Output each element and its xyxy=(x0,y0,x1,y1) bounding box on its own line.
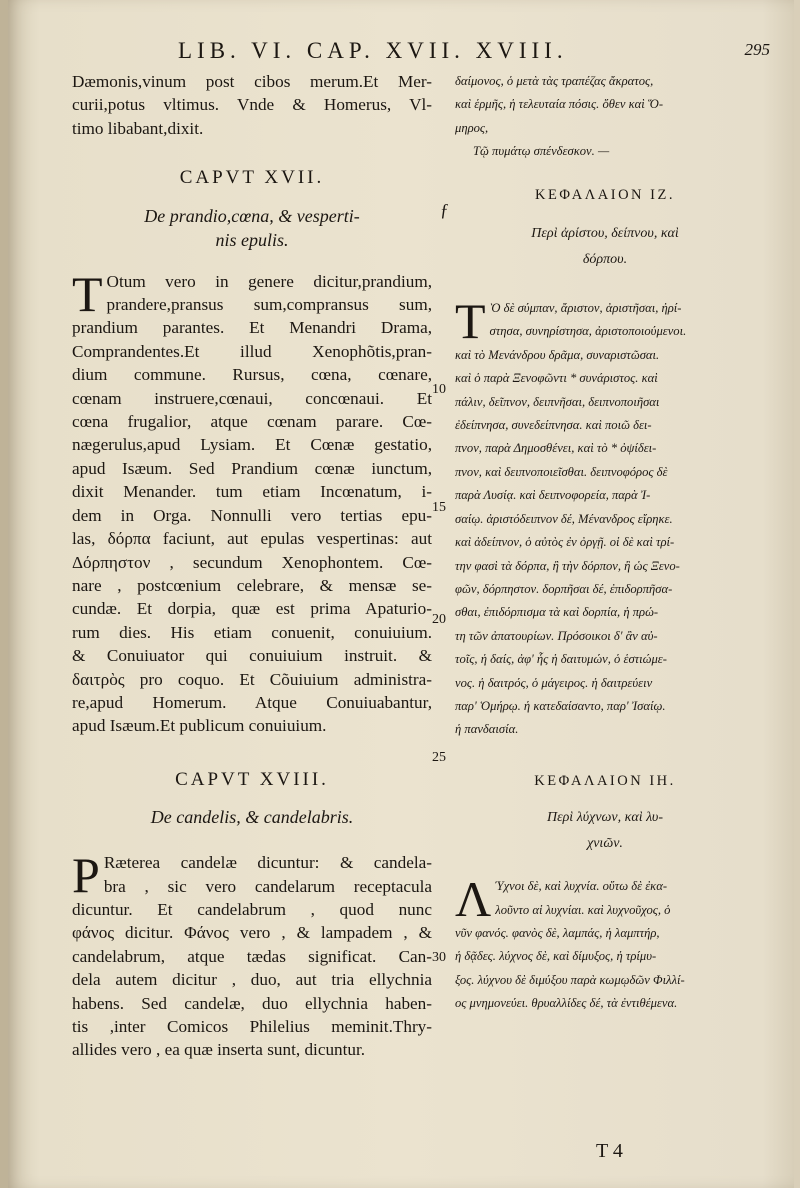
latin-intro-line: curii,potus vltimus. Vnde & Homerus, Vl- xyxy=(72,95,432,115)
body-line: bra , sic vero candelarum receptacula xyxy=(103,876,432,896)
body-line: Comprandentes.Et illud Xenophõtis,pran- xyxy=(72,341,432,361)
body-line: prandium parantes. Et Menandri Drama, xyxy=(72,318,432,338)
body-line: Ὸ δὲ σύμπαν, ἄριστον, ἀριστῆσαι, ἠρί- xyxy=(489,301,682,316)
greek-chapter-17-caption: ΚΕΦΑΛΑΙΟΝ ΙΖ. xyxy=(535,186,675,203)
margin-line-number: 30 xyxy=(432,950,446,965)
latin-intro-line: Dæmonis,vinum post cibos merum.Et Mer- xyxy=(72,72,432,91)
margin-line-number: 15 xyxy=(432,500,446,515)
body-line: dem in Orga. Nonnulli vero tertias epu- xyxy=(72,505,432,525)
body-line: ἐδείπνησα, συνεδείπνησα. καὶ ποιῶ δει- xyxy=(455,418,652,433)
body-line: tis ,inter Comicos Philelius meminit.Thry- xyxy=(72,1017,432,1036)
body-line: σαίῳ. ἀριστόδειπνον δέ, Μένανδρος εἴρηκε. xyxy=(455,511,673,526)
body-line: nægerulus,apud Lysiam. Et Cœnæ gestatio, xyxy=(72,435,432,455)
body-line: cœnam instruere,cœnaui, concœnaui. Et xyxy=(72,388,432,408)
greek-intro-line: Τῷ πυμάτῳ σπένδεσκον. — xyxy=(473,144,610,159)
body-line: νος. ἡ δαιτρός, ὁ μάγειρος. ἡ δαιτρεύειν xyxy=(455,675,653,690)
chapter-18-caption: CAPVT XVIII. xyxy=(175,768,329,790)
body-line: rum dies. His etiam conuenit, conuiuium. xyxy=(72,622,432,642)
body-line: ἡ δᾷδες. λύχνος δὲ, καὶ δίμυξος, ἡ τρίμυ- xyxy=(455,949,657,964)
greek-chapter-18-caption: ΚΕΦΑΛΑΙΟΝ ΙΗ. xyxy=(534,772,676,789)
body-line: πνον, παρὰ Δημοσθένει, καὶ τὸ * ὀψίδει- xyxy=(455,441,657,456)
chapter-17-subtitle-2: nis epulis. xyxy=(215,229,289,250)
chapter-17-subtitle-1: De prandio,cœna, & vesperti- xyxy=(144,205,360,226)
body-line: apud Isæum. Sed Prandium cœnæ iunctum, xyxy=(72,458,432,478)
body-line: las, δόρπα faciunt, aut epulas vespertinas: aut xyxy=(72,529,432,549)
body-line: candelabrum, atque tædas significat. Can- xyxy=(72,946,432,966)
body-line: cundæ. Et dorpia, quæ est prima Apaturio- xyxy=(72,599,432,619)
body-line: στησα, συνηρίστησα, ἀριστοποιούμενοι. xyxy=(489,324,687,339)
body-line: καὶ ὁ παρὰ Ξενοφῶντι * συνάριστος. καὶ xyxy=(455,371,658,386)
greek-chapter-18-subtitle-1: Περὶ λύχνων, καὶ λυ- xyxy=(546,810,664,826)
body-line: ξος. λύχνου δὲ διμύξου παρὰ κωμῳδῶν Φιλλί- xyxy=(455,972,685,987)
greek-chapter-17-subtitle-2: δόρπου. xyxy=(582,252,628,268)
greek-intro-line: καὶ ἑρμῆς, ἡ τελευταία πόσις. ὅθεν καὶ Ὅ- xyxy=(455,97,664,112)
body-line: τη τῶν ἀπατουρίων. Πρόσοικοι δ' ἂν αὐ- xyxy=(455,628,658,643)
book-spine-shadow xyxy=(0,0,8,1188)
body-line: δαιτρὸς pro coquo. Et Cõuiuium administra- xyxy=(72,669,432,689)
body-line: Ræterea candelæ dicuntur: & candela- xyxy=(103,853,432,873)
body-line: cœna frugalior, atque cœnam parare. Cœ- xyxy=(72,412,432,432)
greek-chapter-18-body xyxy=(455,871,755,1015)
chapter-18-body xyxy=(72,847,432,1062)
body-line: apud Isæum.Et publicum conuiuium. xyxy=(72,716,327,736)
body-line: πνον, καὶ δειπνοποιεῖσθαι. δειπνοφόρος δὲ xyxy=(455,464,668,479)
body-line: νῦν φανός. φανὸς δὲ, λαμπάς, ἡ λαμπτήρ, xyxy=(455,925,660,940)
greek-chapter-18-subtitle-2: χνιῶν. xyxy=(587,836,623,852)
body-line: καὶ τὸ Μενάνδρου δρᾶμα, συναριστῶσαι. xyxy=(455,347,660,362)
margin-line-number: 25 xyxy=(432,750,446,765)
body-line: prandere,pransus sum,compransus sum, xyxy=(106,295,432,315)
greek-chapter-17-body xyxy=(455,293,755,742)
drop-cap-initial: Τ xyxy=(455,293,486,350)
body-line: dixit Menander. tum etiam Incœnatum, i- xyxy=(72,482,432,502)
body-line: dicuntur. Et candelabrum , quod nunc xyxy=(72,899,432,919)
body-line: φῶν, δόρπηστον. δορπῆσαι δέ, ἐπιδορπῆσα- xyxy=(455,581,673,596)
body-line: σθαι, ἐπιδόρπισμα τὰ καὶ δορπία, ἡ πρώ- xyxy=(455,605,659,620)
drop-cap-initial: P xyxy=(72,847,100,904)
body-line: allides vero , ea quæ inserta sunt, dicuntur. xyxy=(72,1040,366,1060)
chapter-18-subtitle: De candelis, & candelabris. xyxy=(150,807,354,828)
body-line: παρὰ Λυσίᾳ. καὶ δειπνοφορεία, παρὰ Ἰ- xyxy=(455,488,651,503)
margin-mark: ƒ xyxy=(440,200,449,220)
greek-intro-line: μηρος, xyxy=(455,120,489,135)
running-title: LIB. VI. CAP. XVII. XVIII. xyxy=(178,38,568,63)
body-line: re,apud Homerum. Atque Conuiuabantur, xyxy=(72,692,432,712)
chapter-17-body xyxy=(72,265,432,738)
body-line: Ύχνοι δὲ, καὶ λυχνία. οὕτω δὲ ἐκα- xyxy=(495,879,668,894)
page-number: 295 xyxy=(744,40,770,59)
running-header xyxy=(150,38,770,68)
greek-chapter-17-subtitle-1: Περὶ ἀρίστου, δείπνου, καὶ xyxy=(531,226,679,242)
body-line: dela autem dicitur , duo, aut tria ellychnia xyxy=(72,970,432,990)
body-line: habens. Sed candelæ, duo ellychnia haben- xyxy=(72,993,432,1013)
drop-cap-initial: Λ xyxy=(455,871,492,928)
body-line: παρ' Ὁμήρῳ. ἡ κατεδαίσαντο, παρ' Ἰσαίῳ. xyxy=(455,698,666,713)
body-line: λοῦντο αἱ λυχνίαι. καὶ λυχνοῦχος, ὁ xyxy=(495,902,671,917)
chapter-17-caption: CAPVT XVII. xyxy=(179,167,325,189)
body-line: Otum vero in genere dicitur,prandium, xyxy=(106,271,432,291)
signature-mark: T 4 xyxy=(596,1140,623,1162)
margin-line-number: 10 xyxy=(432,382,446,397)
body-line: τοῖς, ἡ δαίς, ἀφ' ἧς ἡ δαιτυμών, ὁ ἑστιώμε- xyxy=(455,652,667,667)
body-line: dium commune. Rursus, cœna, cœnare, xyxy=(72,365,432,385)
body-line: καὶ ἀδείπνον, ὁ αὐτὸς ἐν ὀργῇ. οἱ δὲ καὶ τρί- xyxy=(455,535,675,550)
body-line: nare , postcœnium celebrare, & mensæ se- xyxy=(72,575,432,595)
margin-line-number: 20 xyxy=(432,612,446,627)
body-line: την φασὶ τὰ δόρπα, ἢ τὴν δόρπον, ἢ ὡς Ξενο- xyxy=(455,558,680,573)
body-line: & Conuiuator qui conuiuium instruit. & xyxy=(72,646,432,666)
latin-column xyxy=(72,70,432,1062)
body-line: πάλιν, δεῖπνον, δειπνῆσαι, δειπνοποιῆσαι xyxy=(455,394,660,409)
greek-column xyxy=(455,70,755,1016)
body-line: ἡ πανδαισία. xyxy=(455,722,519,737)
body-line: ος μνημονεύει. θρυαλλίδες δέ, τὰ ἐντιθέμενα. xyxy=(455,996,678,1011)
body-line: φάνος dicitur. Φάνος vero , & lampadem , & xyxy=(72,923,432,943)
body-line: Δόρπηστον , secundum Xenophontem. Cœ- xyxy=(72,552,432,572)
greek-intro-line: δαίμονος, ὁ μετὰ τὰς τραπέζας ἄκρατος, xyxy=(455,74,654,88)
drop-cap-initial: T xyxy=(72,265,103,322)
latin-intro-line: timo libabant,dixit. xyxy=(72,118,204,138)
